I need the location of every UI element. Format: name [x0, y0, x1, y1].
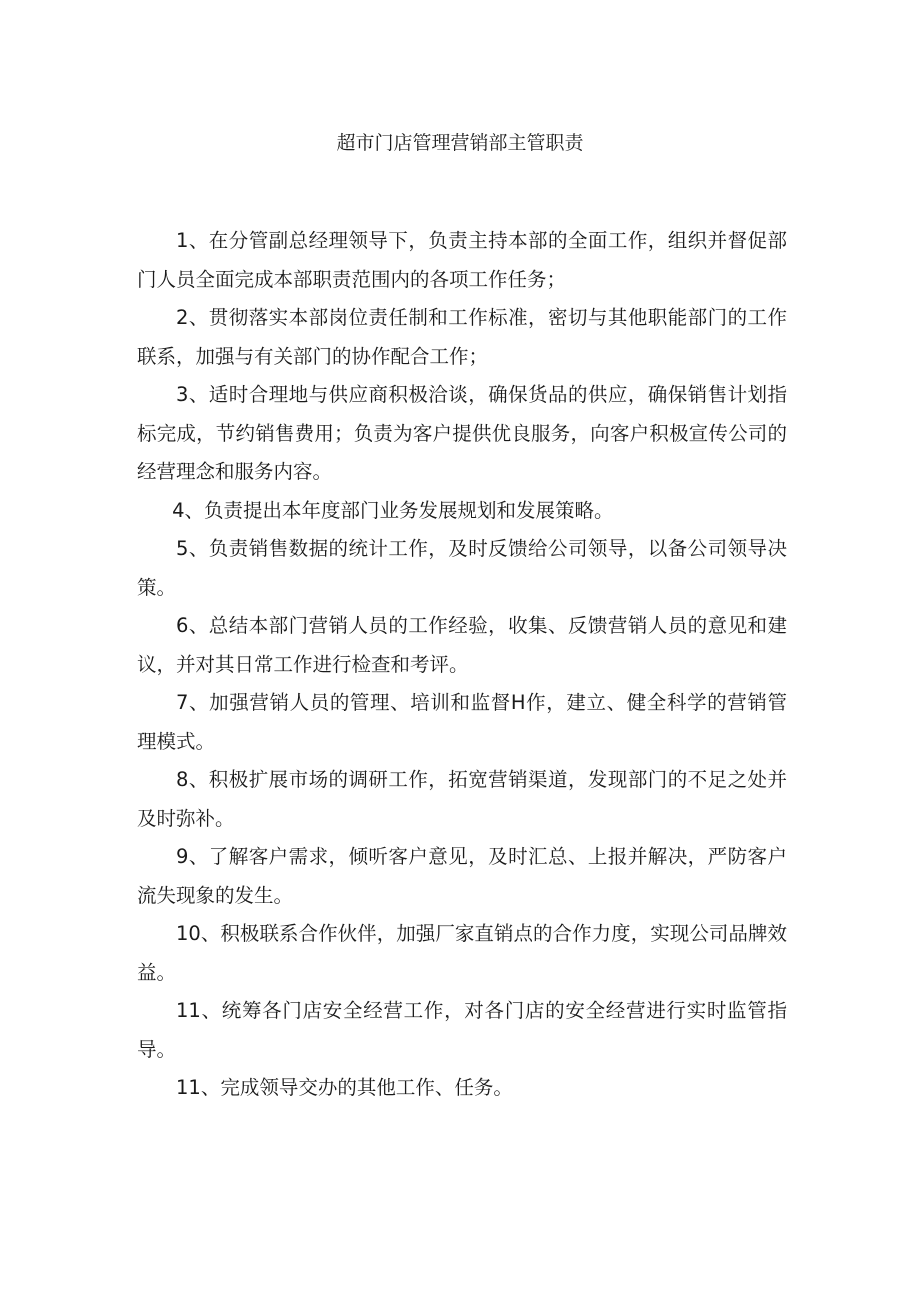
- document-title: 超市门店管理营销部主管职责: [336, 132, 584, 154]
- duty-item-3: 3、适时合理地与供应商积极洽谈，确保货品的供应，确保销售计划指标完成，节约销售费用；负责为客户提供优良服务，向客户积极宣传公司的经营理念和服务内容。: [137, 383, 787, 483]
- duty-item-5: 5、负责销售数据的统计工作，及时反馈给公司领导，以备公司领导决策。: [137, 537, 787, 599]
- duty-item-2: 2、贯彻落实本部岗位责任制和工作标准，密切与其他职能部门的工作联系，加强与有关部门的协作配合工作；: [137, 306, 787, 368]
- duty-item-8: 8、积极扩展市场的调研工作，拓宽营销渠道，发现部门的不足之处并及时弥补。: [137, 768, 787, 830]
- duty-item-9: 9、了解客户需求，倾听客户意见，及时汇总、上报并解决，严防客户流失现象的发生。: [137, 845, 787, 907]
- duty-item-4: 4、负责提出本年度部门业务发展规划和发展策略。: [172, 498, 614, 522]
- duty-item-6: 6、总结本部门营销人员的工作经验，收集、反馈营销人员的意见和建议，并对其日常工作进行检查和考评。: [137, 614, 787, 676]
- duty-item-1: 1、在分管副总经理领导下，负责主持本部的全面工作，组织并督促部门人员全面完成本部职责范围内的各项工作任务；: [137, 229, 787, 291]
- duty-item-12: 11、完成领导交办的其他工作、任务。: [176, 1076, 513, 1099]
- duty-item-11: 11、统筹各门店安全经营工作，对各门店的安全经营进行实时监管指导。: [137, 999, 787, 1061]
- duty-item-7: 7、加强营销人员的管理、培训和监督H作，建立、健全科学的营销管理模式。: [137, 691, 787, 753]
- duty-item-10: 10、积极联系合作伙伴，加强厂家直销点的合作力度，实现公司品牌效益。: [137, 922, 787, 984]
- document-body: [137, 222, 787, 1108]
